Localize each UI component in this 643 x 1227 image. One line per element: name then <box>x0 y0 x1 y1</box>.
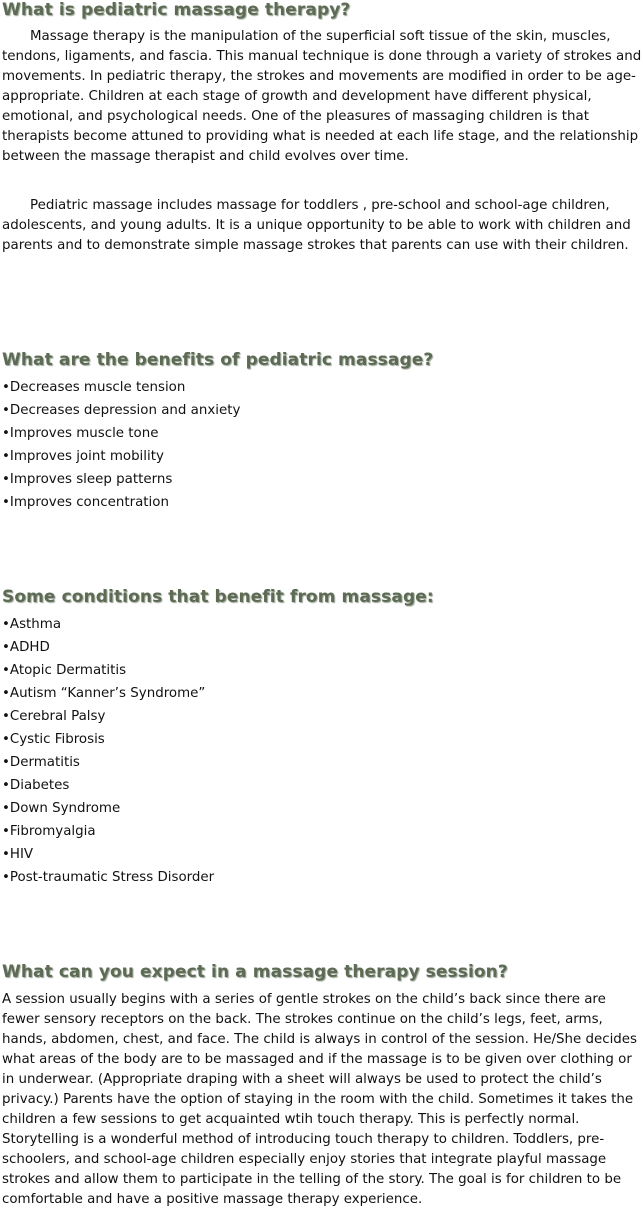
list-item: • Dermatitis <box>2 751 214 774</box>
paragraph-pediatric-scope: Pediatric massage includes massage for toddlers , pre-school and school-age children, adolescents, and young adults. It is a unique opportunity to be able to work with children and parents and to demonstrate simple massage strokes that parents can use with their children. <box>2 198 631 253</box>
list-item: • Cystic Fibrosis <box>2 728 214 751</box>
heading-session-expectations: What can you expect in a massage therapy session? <box>2 962 508 982</box>
heading-conditions: Some conditions that benefit from massage: <box>2 587 434 607</box>
list-item: • Improves sleep patterns <box>2 468 240 491</box>
list-item: • ADHD <box>2 636 214 659</box>
list-item: • Diabetes <box>2 774 214 797</box>
list-item: • HIV <box>2 843 214 866</box>
list-item: • Decreases depression and anxiety <box>2 399 240 422</box>
list-item: • Down Syndrome <box>2 797 214 820</box>
list-item: • Improves muscle tone <box>2 422 240 445</box>
list-item: • Post-traumatic Stress Disorder <box>2 866 214 889</box>
list-item: • Asthma <box>2 613 214 636</box>
list-item: • Cerebral Palsy <box>2 705 214 728</box>
paragraph-definition: Massage therapy is the manipulation of the superficial soft tissue of the skin, muscles, tendons, ligaments, and fascia. This manual technique is done through a variety of strokes and movements. In pediatric therapy, the strokes and movements are modified in order to be age-appropriate. Children at each stage of growth and development have different physical, emotional, and psychological needs. One of the pleasures of massaging children is that therapists become attuned to providing what is needed at each life stage, and the relationship between the massage therapist and child evolves over time. <box>2 29 642 164</box>
list-item: • Fibromyalgia <box>2 820 214 843</box>
conditions-list <box>2 613 214 889</box>
paragraph-session: A session usually begins with a series of gentle strokes on the child’s back since there are fewer sensory receptors on the back. The strokes continue on the child’s legs, feet, arms, hands, abdomen, chest, and face. The child is always in control of the session. He/She decides what areas of the body are to be massaged and if the massage is to be given over clothing or in underwear. (Appropriate draping with a sheet will always be used to protect the child’s privacy.) Parents have the option of staying in the room with the child. Sometimes it takes the children a few sessions to get acquainted wtih touch therapy. This is perfectly normal. Storytelling is a wonderful method of introducing touch therapy to children. Toddlers, pre-schoolers, and school-age children especially enjoy stories that integrate playful massage strokes and allow them to participate in the telling of the story. The goal is for children to be comfortable and have a positive massage therapy experience. <box>2 992 638 1207</box>
list-item: • Autism “Kanner’s Syndrome” <box>2 682 214 705</box>
benefits-list <box>2 376 240 514</box>
list-item: • Decreases muscle tension <box>2 376 240 399</box>
list-item: • Improves concentration <box>2 491 240 514</box>
list-item: • Improves joint mobility <box>2 445 240 468</box>
heading-benefits: What are the benefits of pediatric massage? <box>2 350 434 370</box>
list-item: • Atopic Dermatitis <box>2 659 214 682</box>
heading-what-is-pediatric-massage: What is pediatric massage therapy? <box>2 0 351 20</box>
